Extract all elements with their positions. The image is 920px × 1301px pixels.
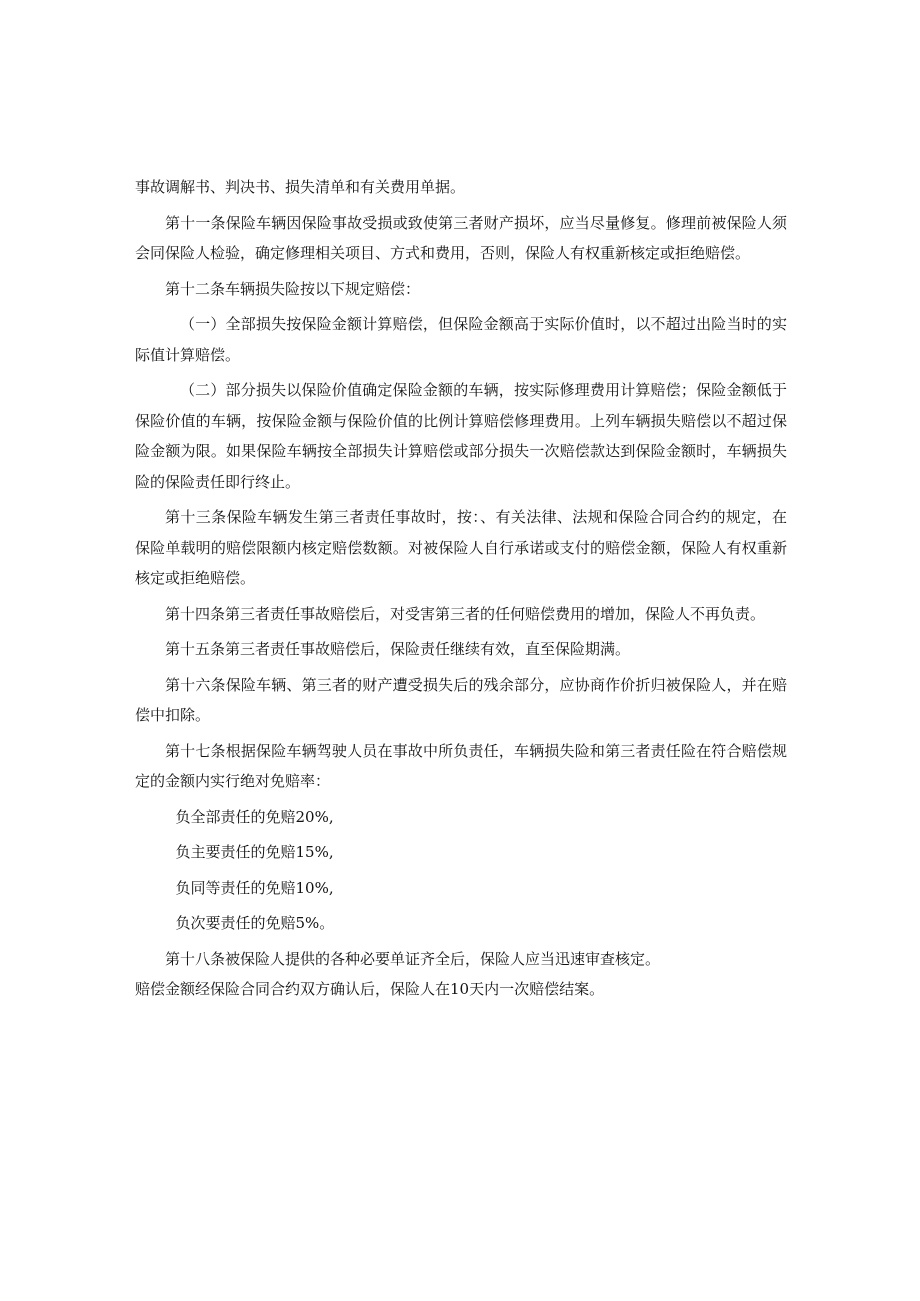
article-12: 第十二条车辆损失险按以下规定赔偿： [165, 279, 421, 298]
deductible-rate-major: 负主要责任的免赔15%, [175, 843, 334, 861]
paragraph-continuation: 事故调解书、判决书、损失清单和有关费用单据。 [135, 178, 466, 196]
article-15: 第十五条第三者责任事故赔偿后，保险责任继续有效，直至保险期满。 [165, 640, 631, 658]
document-body [135, 172, 787, 1005]
article-13: 第十三条保险车辆发生第三者责任事故时，按：、有关法律、法规和保险合同合约的规定，在保险单载明的赔偿限额内核定赔偿数额。对被保险人自行承诺或支付的赔偿金额，保险人有权重新核定或拒绝赔偿。 [135, 508, 787, 587]
article-14: 第十四条第三者责任事故赔偿后，对受害第三者的任何赔偿费用的增加，保险人不再负责。 [165, 604, 766, 623]
article-18-continuation: 赔偿金额经保险合同合约双方确认后，保险人在10天内一次赔偿结案。 [135, 980, 605, 998]
article-18: 第十八条被保险人提供的各种必要单证齐全后，保险人应当迅速审查核定。 [165, 949, 661, 968]
article-12-item-2: （二）部分损失以保险价值确定保险金额的车辆，按实际修理费用计算赔偿；保险金额低于保险价值的车辆，按保险金额与保险价值的比例计算赔偿修理费用。上列车辆损失赔偿以不超过保险金额为限。如果保险车辆按全部损失计算赔偿或部分损失一次赔偿款达到保险金额时，车辆损失险的保险责任即行终止。 [135, 381, 787, 491]
article-11: 第十一条保险车辆因保险事故受损或致使第三者财产损坏，应当尽量修复。修理前被保险人须会同保险人检验，确定修理相关项目、方式和费用，否则，保险人有权重新核定或拒绝赔偿。 [135, 213, 787, 262]
deductible-rate-minor: 负次要责任的免赔5%。 [175, 914, 335, 932]
article-17: 第十七条根据保险车辆驾驶人员在事故中所负责任，车辆损失险和第三者责任险在符合赔偿规定的金额内实行绝对免赔率： [135, 741, 787, 790]
article-12-item-1: （一）全部损失按保险金额计算赔偿，但保险金额高于实际价值时，以不超过出险当时的实际值计算赔偿。 [135, 315, 787, 364]
deductible-rate-equal: 负同等责任的免赔10%, [175, 878, 334, 897]
deductible-rate-full: 负全部责任的免赔20%, [175, 807, 334, 826]
article-16: 第十六条保险车辆、第三者的财产遭受损失后的残余部分，应协商作价折归被保险人，并在赔偿中扣除。 [135, 675, 787, 724]
